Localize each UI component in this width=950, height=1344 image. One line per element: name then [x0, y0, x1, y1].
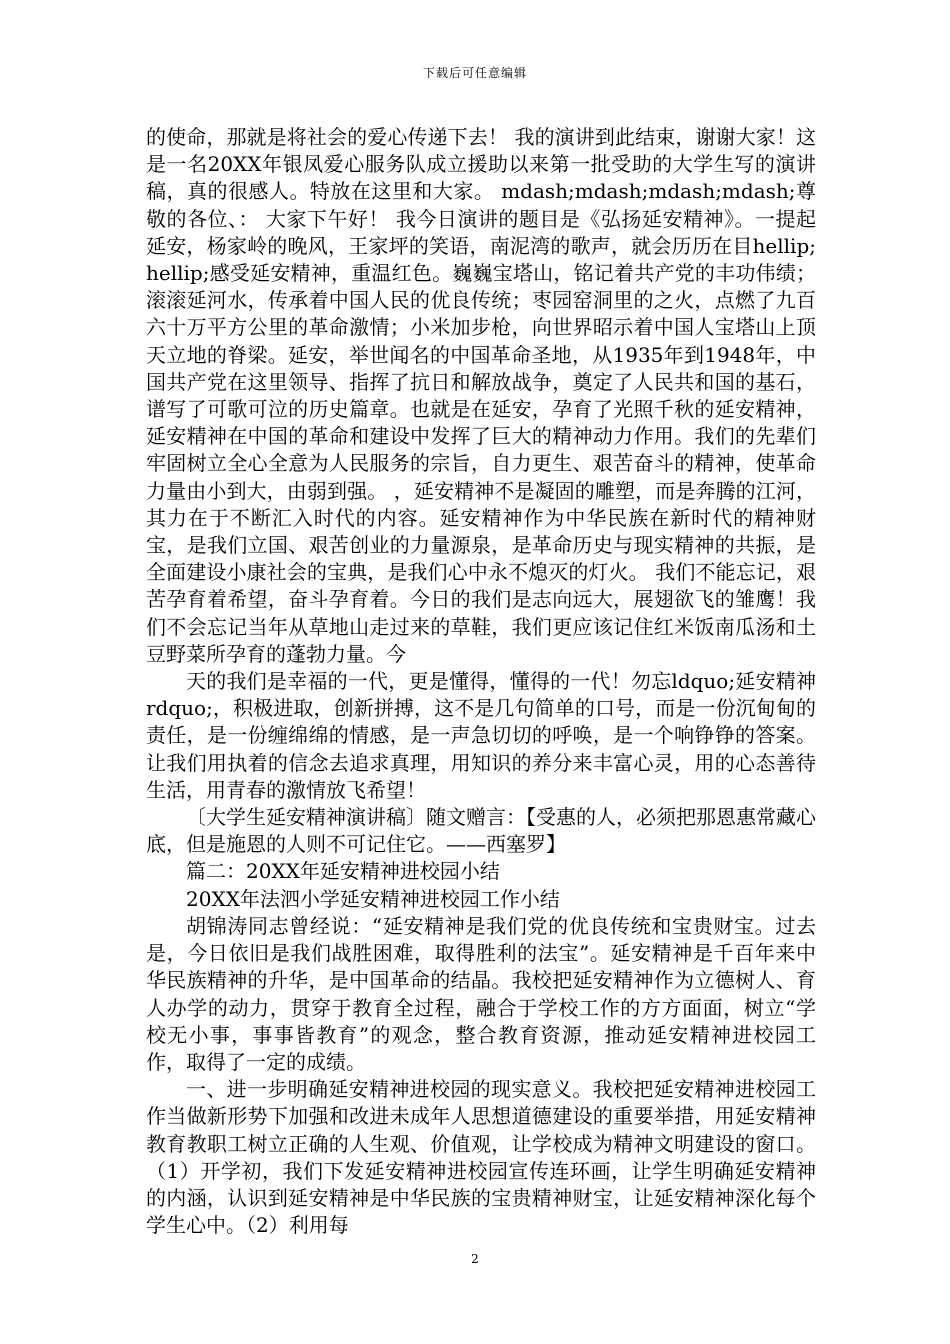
- section-heading: 篇二：20XX年延安精神进校园小结: [186, 859, 500, 884]
- paragraph-quote: 〔大学生延安精神演讲稿〕随文赠言：【受惠的人，必须把那恩惠常藏心底，但是施恩的人则不可记住它。——西塞罗】: [146, 805, 816, 857]
- page-number: 2: [471, 1252, 479, 1266]
- page-header: 下载后可任意编辑: [422, 66, 527, 80]
- document-body: [146, 124, 816, 1239]
- paragraph-speech-1: 的使命，那就是将社会的爱心传递下去！ 我的演讲到此结束，谢谢大家！这是一名20XX年银凤爱心服务队成立援助以来第一批受助的大学生写的演讲稿，真的很感人。特放在这里和大家。 mdash;mdash;mdash;mdash;尊敬的各位、： 大家下午好！ 我今日演讲的题目是《弘扬延安精神》。一提起延安，杨家岭的晚风，王家坪的笑语，南泥湾的歌声，就会历历在目hellip;hellip;感受延安精神，重温红色。巍巍宝塔山，铭记着共产党的丰功伟绩；滚滚延河水，传承着中国人民的优良传统；枣园窑洞里的之火，点燃了九百六十万平方公里的革命激情；小米加步枪，向世界昭示着中国人宝塔山上顶天立地的脊梁。延安，举世闻名的中国革命圣地，从1935年到1948年，中国共产党在这里领导、指挥了抗日和解放战争，奠定了人民共和国的基石，谱写了可歌可泣的历史篇章。也就是在延安，孕育了光照千秋的延安精神，延安精神在中国的革命和建设中发挥了巨大的精神动力作用。我们的先辈们牢固树立全心全意为人民服务的宗旨，自力更生、艰苦奋斗的精神，使革命力量由小到大，由弱到强。 ，延安精神不是凝固的雕塑，而是奔腾的江河，其力在于不断汇入时代的内容。延安精神作为中华民族在新时代的精神财宝，是我们立国、艰苦创业的力量源泉，是革命历史与现实精神的共振，是全面建设小康社会的宝典，是我们心中永不熄灭的灯火。 我们不能忘记，艰苦孕育着希望，奋斗孕育着。今日的我们是志向远大，展翅欲飞的雏鹰！我们不会忘记当年从草地山走过来的草鞋，我们更应该记住红米饭南瓜汤和土豆野菜所孕育的蓬勃力量。今: [146, 125, 816, 666]
- paragraph-point-one: 一、进一步明确延安精神进校园的现实意义。我校把延安精神进校园工作当做新形势下加强和改进未成年人思想道德建设的重要举措，用延安精神教育教职工树立正确的人生观、价值观，让学校成为精神文明建设的窗口。（1）开学初，我们下发延安精神进校园宣传连环画，让学生明确延安精神的内涵，认识到延安精神是中华民族的宝贵精神财宝，让延安精神深化每个学生心中。（2）利用每: [146, 1077, 816, 1238]
- paragraph-intro: 胡锦涛同志曾经说：“延安精神是我们党的优良传统和宝贵财宝。过去是，今日依旧是我们战胜困难，取得胜利的法宝”。延安精神是千百年来中华民族精神的升华，是中国革命的结晶。我校把延安精神作为立德树人、育人办学的动力，贯穿于教育全过程，融合于学校工作的方方面面，树立“学校无小事，事事皆教育”的观念，整合教育资源，推动延安精神进校园工作，取得了一定的成绩。: [146, 913, 816, 1074]
- section-subheading: 20XX年法泗小学延安精神进校园工作小结: [186, 886, 560, 911]
- paragraph-speech-2: 天的我们是幸福的一代，更是懂得，懂得的一代！勿忘ldquo;延安精神rdquo;，积极进取，创新拼搏，这不是几句简单的口号，而是一份沉甸甸的责任，是一份缠绵绵的情感，是一声急切切的呼唤，是一个响铮铮的答案。让我们用执着的信念去追求真理，用知识的养分来丰富心灵，用的心态善待生活，用青春的激情放飞希望！: [146, 669, 816, 802]
